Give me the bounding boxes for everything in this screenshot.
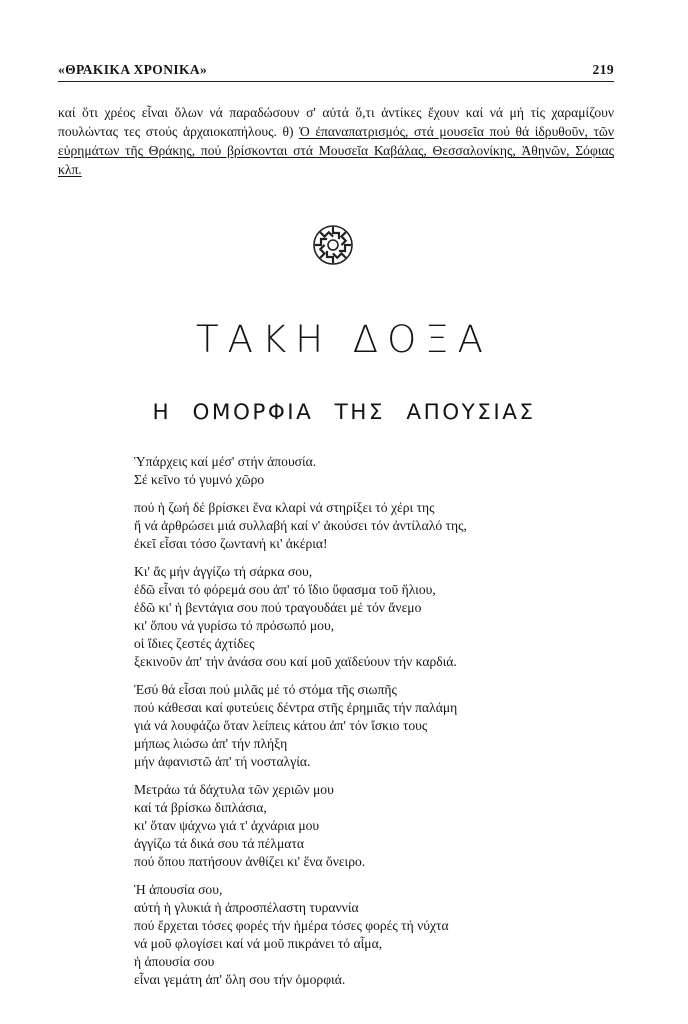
poem-body xyxy=(134,453,604,999)
poem-line: κι' ὅπου νά γυρίσω τό πρόσωπό μου, xyxy=(134,618,335,633)
poem-line: οἱ ἴδιες ζεστές ἀχτίδες xyxy=(134,636,255,651)
poem-line: ἐδῶ εἶναι τό φόρεμά σου ἀπ' τό ἴδιο ὕφασμα τοῦ ἥλιου, xyxy=(134,582,436,597)
intro-text: καί ὅτι χρέος εἶναι ὅλων νά παραδώσουν σ' αὐτά ὅ,τι ἀντίκες ἔχουν καί νά μή τίς χαραμίζουν πουλώντας τες στούς ἀρχαιοκαπήλους. θ) xyxy=(58,105,614,139)
poem-stanza xyxy=(134,563,604,671)
poem-title: Η ΟΜΟΡΦΙΑ ΤΗΣ ΑΠΟΥΣΙΑΣ xyxy=(152,400,536,425)
poem-line: αὐτή ἡ γλυκιά ἡ ἀπροσπέλαστη τυραννία xyxy=(134,900,359,915)
poem-line: νά μοῦ φλογίσει καί νά μοῦ πικράνει τό αἷμα, xyxy=(134,936,383,951)
poem-stanza xyxy=(134,781,604,871)
poem-line: ξεκινοῦν ἀπ' τήν ἀνάσα σου καί μοῦ χαϊδεύουν τήν καρδιά. xyxy=(134,654,457,669)
poem-line: Ὑπάρχεις καί μέσ' στήν ἀπουσία. xyxy=(134,454,317,469)
poem-line: Σέ κεῖνο τό γυμνό χῶρο xyxy=(134,472,265,487)
poem-line: ἤ νά ἀρθρώσει μιά συλλαβή καί ν' ἀκούσει τόν ἀντίλαλό της, xyxy=(134,518,467,533)
poem-line: πού ἡ ζωή δέ βρίσκει ἕνα κλαρί νά στηρίξει τό χέρι της xyxy=(134,500,435,515)
poem-line: Ἡ ἀπουσία σου, xyxy=(134,882,223,897)
poem-line: ἀγγίζω τά δικά σου τά πέλματα xyxy=(134,836,304,851)
poem-line: ἐκεῖ εἶσαι τόσο ζωντανή κι' ἀκέρια! xyxy=(134,536,328,551)
poem-line: κι' ὅταν ψάχνω γιά τ' ἀχνάρια μου xyxy=(134,818,320,833)
poem-line: ἐδῶ κι' ἡ βεντάγια σου πού τραγουδάει μέ τόν ἄνεμο xyxy=(134,600,422,615)
poem-stanza xyxy=(134,499,604,553)
poem-line: ἡ ἀπουσία σου xyxy=(134,954,215,969)
poem-stanza xyxy=(134,681,604,771)
poem-line: Μετράω τά δάχτυλα τῶν χεριῶν μου xyxy=(134,782,334,797)
poem-line: Κι' ἄς μήν ἀγγίζω τή σάρκα σου, xyxy=(134,564,313,579)
poem-line: Ἐσύ θά εἶσαι πού μιλᾶς μέ τό στόμα τῆς σιωπῆς xyxy=(134,682,397,697)
poem-line: μήν ἀφανιστῶ ἀπ' τή νοσταλγία. xyxy=(134,754,311,769)
poem-line: εἶναι γεμάτη ἀπ' ὅλη σου τήν ὀμορφιά. xyxy=(134,972,346,987)
intro-paragraph xyxy=(58,103,614,179)
poem-line: πού ἔρχεται τόσες φορές τήν ἡμέρα τόσες φορές τή νύχτα xyxy=(134,918,449,933)
page-number: 219 xyxy=(592,62,614,77)
poem-line: καί τά βρίσκω διπλάσια, xyxy=(134,800,267,815)
poem-line: μήπως λιώσω ἀπ' τήν πλήξη xyxy=(134,736,288,751)
poem-stanza xyxy=(134,453,604,489)
meander-ornament-icon xyxy=(312,224,354,266)
poem-stanza xyxy=(134,881,604,989)
intro-underlined-text: Ὁ ἐπαναπατρισμός, στά μουσεῖα πού θά ἱδρυθοῦν, τῶν εὑρημάτων τῆς Θράκης, πού βρίσκονται στά Μουσεῖα Καβάλας, Θεσσαλονίκης, Ἀθηνῶν, Σόφιας κλπ. xyxy=(58,124,614,177)
poem-line: γιά νά λουφάζω ὅταν λείπεις κάτου ἀπ' τόν ἴσκιο τους xyxy=(134,718,428,733)
journal-title: «ΘΡΑΚΙΚΑ ΧΡΟΝΙΚΑ» xyxy=(58,62,208,77)
author-name: ΤΑΚΗ ΔΟΞΑ xyxy=(196,318,492,361)
poem-line: πού ὅπου πατήσουν ἀνθίζει κι' ἕνα ὄνειρο. xyxy=(134,854,366,869)
poem-line: πού κάθεσαι καί φυτεύεις δέντρα στῆς ἐρημιᾶς τήν παλάμη xyxy=(134,700,458,715)
running-header xyxy=(58,62,614,82)
